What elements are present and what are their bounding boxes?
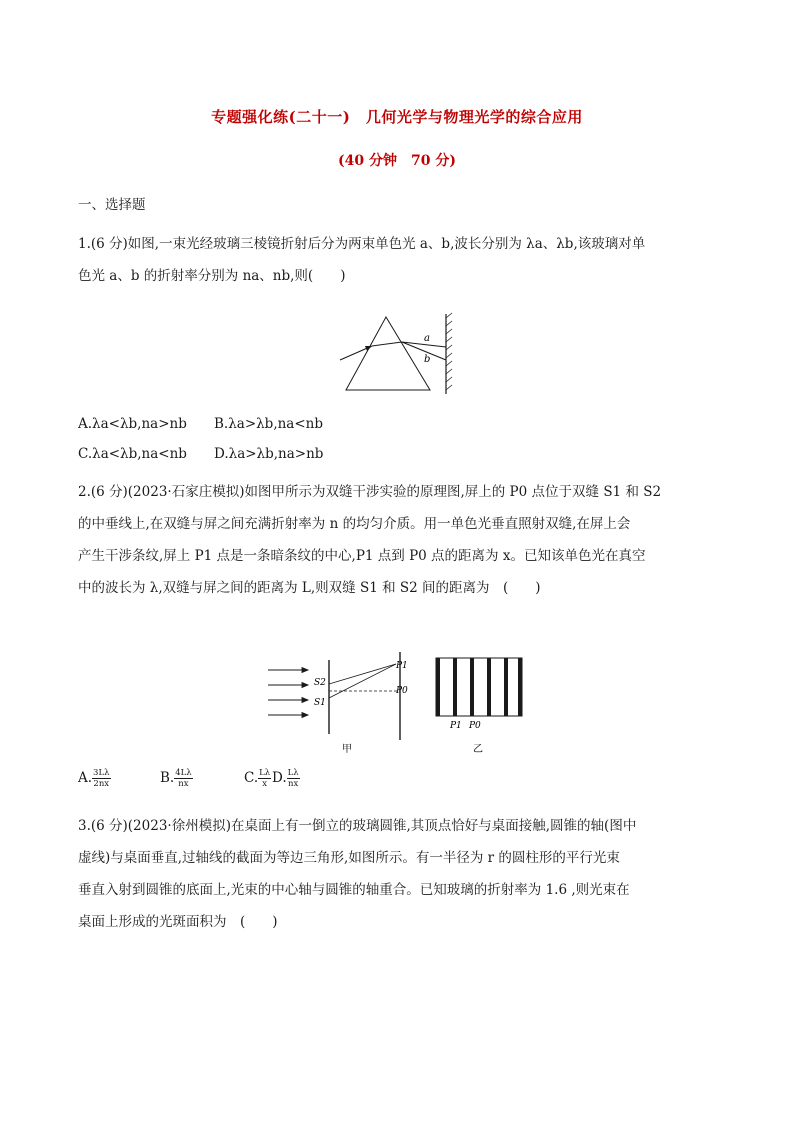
fraction-denominator: nx [178,779,189,789]
page-title: 专题强化练(二十一) 几何光学与物理光学的综合应用 [211,108,583,126]
question-1-line-1: 1.(6 分)如图,一束光经玻璃三棱镜折射后分为两束单色光 a、b,波长分别为 λa、λb,该玻璃对单 [78,236,646,252]
ray-b-label: b [424,354,431,365]
double-slit-figure [268,648,538,758]
fraction-denominator: x [262,779,268,789]
q2-option-b-letter: B. [160,770,175,786]
q2-option-a-fraction [92,768,110,789]
question-3-line-3: 垂直入射到圆锥的底面上,光束的中心轴与圆锥的轴重合。已知玻璃的折射率为 1.6 ,则光束在 [78,882,630,898]
q2-option-c-fraction [258,768,271,789]
q1-option-a[interactable]: A.λa<λb,na>nb [78,416,187,432]
question-3 [78,810,718,938]
question-2-line-2: 的中垂线上,在双缝与屏之间充满折射率为 n 的均匀介质。用一单色光垂直照射双缝,在屏上会 [78,516,631,532]
q2-option-c-letter: C. [244,770,259,786]
section-heading: 一、选择题 [78,197,146,213]
pattern-p0-label: P0 [469,721,481,731]
question-2-line-1: 2.(6 分)(2023·石家庄模拟)如图甲所示为双缝干涉实验的原理图,屏上的 P0 点位于双缝 S1 和 S2 [78,484,662,500]
q2-option-d-letter: D. [272,770,287,786]
slit-s1-label: S1 [314,698,326,708]
question-2-line-4: 中的波长为 λ,双缝与屏之间的距离为 L,则双缝 S1 和 S2 间的距离为 ( ) [78,580,541,596]
question-3-line-2: 虚线)与桌面垂直,过轴线的截面为等边三角形,如图所示。有一半径为 r 的圆柱形的平行光束 [78,850,620,866]
question-2-line-3: 产生干涉条纹,屏上 P1 点是一条暗条纹的中心,P1 点到 P0 点的距离为 x。已知该单色光在真空 [78,548,646,564]
q2-option-b-fraction [174,768,192,789]
prism-figure [338,312,468,401]
question-2 [78,476,718,604]
q2-option-a[interactable] [78,768,111,789]
q1-option-d[interactable]: D.λa>λb,na>nb [214,446,324,462]
fraction-numerator: 3Lλ [93,768,110,778]
caption-left: 甲 [342,744,352,754]
ray-a-label: a [424,333,430,344]
pattern-p1-label: P1 [450,721,462,731]
fraction-numerator: Lλ [287,768,299,778]
q2-option-c[interactable] [244,768,271,789]
question-1-line-2: 色光 a、b 的折射率分别为 na、nb,则( ) [78,268,346,284]
page-subtitle: (40 分钟 70 分) [338,153,456,169]
question-1 [78,228,718,292]
fraction-numerator: Lλ [259,768,271,778]
q1-option-c[interactable]: C.λa<λb,na<nb [78,446,187,462]
q1-option-b[interactable]: B.λa>λb,na<nb [214,416,324,432]
q2-option-d[interactable] [272,768,300,789]
point-p1-label: P1 [396,661,408,671]
point-p0-label: P0 [396,686,408,696]
question-3-line-1: 3.(6 分)(2023·徐州模拟)在桌面上有一倒立的玻璃圆锥,其顶点恰好与桌面接触,圆锥的轴(图中 [78,818,637,834]
slit-s2-label: S2 [314,678,326,688]
q2-option-a-letter: A. [78,770,93,786]
caption-right: 乙 [473,744,483,754]
fraction-numerator: 4Lλ [175,768,192,778]
q2-option-d-fraction [287,768,300,789]
fraction-denominator: 2nx [93,779,110,789]
fraction-denominator: nx [288,779,299,789]
question-3-line-4: 桌面上形成的光斑面积为 ( ) [78,914,278,930]
q2-option-b[interactable] [160,768,193,789]
